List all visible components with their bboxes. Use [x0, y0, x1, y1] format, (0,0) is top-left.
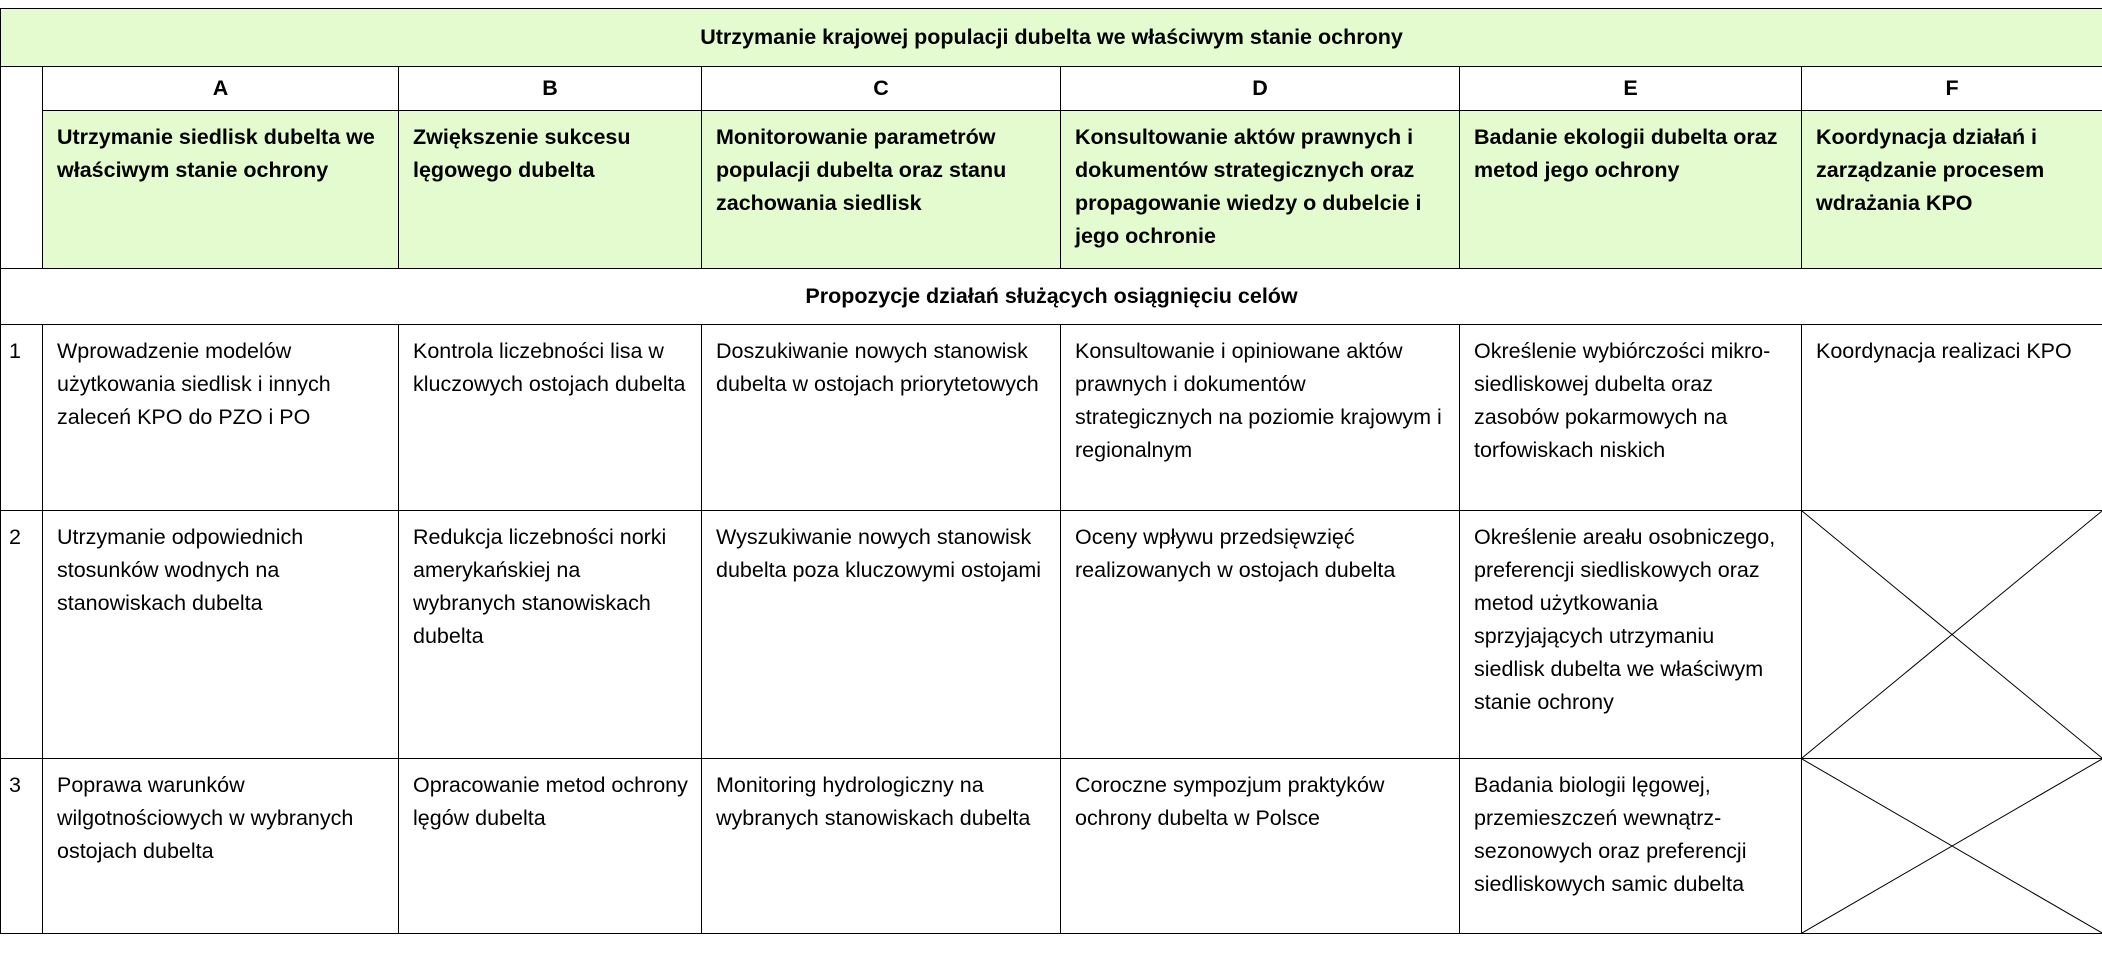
action-cell: Wprowadzenie modelów użytkowania siedlisk i innych zaleceń KPO do PZO i PO — [43, 325, 399, 511]
cross-mark — [1802, 511, 2102, 758]
goals-actions-table — [0, 8, 2102, 934]
goal-e: Badanie ekologii dubelta oraz metod jego ochrony — [1460, 111, 1802, 269]
table-title: Utrzymanie krajowej populacji dubelta we właściwym stanie ochrony — [1, 9, 2102, 67]
column-letter-e: E — [1460, 67, 1802, 111]
cross-mark — [1802, 759, 2102, 933]
row-number: 3 — [1, 759, 43, 934]
action-cell: Koordynacja realizaci KPO — [1802, 325, 2102, 511]
goal-c: Monitorowanie parametrów populacji dubelta oraz stanu zachowania siedlisk — [702, 111, 1061, 269]
column-letter-c: C — [702, 67, 1061, 111]
action-cell: Coroczne sympozjum praktyków ochrony dubelta w Polsce — [1061, 759, 1460, 934]
action-cell: Opracowanie metod ochrony lęgów dubelta — [399, 759, 702, 934]
action-cell: Konsultowanie i opiniowane aktów prawnych i dokumentów strategicznych na poziomie krajowym i regionalnym — [1061, 325, 1460, 511]
action-cell: Utrzymanie odpowiednich stosunków wodnych na stanowiskach dubelta — [43, 511, 399, 759]
action-cell: Monitoring hydrologiczny na wybranych stanowiskach dubelta — [702, 759, 1061, 934]
row-number: 1 — [1, 325, 43, 511]
table-row — [1, 325, 2102, 511]
empty-crossed-cell — [1802, 511, 2102, 759]
action-cell: Poprawa warunków wilgotnościowych w wybranych ostojach dubelta — [43, 759, 399, 934]
column-letter-d: D — [1061, 67, 1460, 111]
action-cell: Redukcja liczebności norki amerykańskiej na wybranych stanowiskach dubelta — [399, 511, 702, 759]
column-letter-a: A — [43, 67, 399, 111]
action-cell: Określenie areału osobniczego, preferencji siedliskowych oraz metod użytkowania sprzyjających utrzymaniu siedlisk dubelta we właściwym stanie ochrony — [1460, 511, 1802, 759]
table-row — [1, 759, 2102, 934]
action-cell: Określenie wybiórczości mikro-siedliskowej dubelta oraz zasobów pokarmowych na torfowiskach niskich — [1460, 325, 1802, 511]
goal-f: Koordynacja działań i zarządzanie procesem wdrażania KPO — [1802, 111, 2102, 269]
action-cell: Badania biologii lęgowej, przemieszczeń wewnątrz-sezonowych oraz preferencji siedliskowych samic dubelta — [1460, 759, 1802, 934]
empty-crossed-cell — [1802, 759, 2102, 934]
goal-b: Zwiększenie sukcesu lęgowego dubelta — [399, 111, 702, 269]
row-number: 2 — [1, 511, 43, 759]
header-number-cell — [1, 67, 43, 269]
column-letter-b: B — [399, 67, 702, 111]
column-letter-f: F — [1802, 67, 2102, 111]
table-row — [1, 511, 2102, 759]
action-cell: Oceny wpływu przedsięwzięć realizowanych w ostojach dubelta — [1061, 511, 1460, 759]
goal-a: Utrzymanie siedlisk dubelta we właściwym stanie ochrony — [43, 111, 399, 269]
action-cell: Doszukiwanie nowych stanowisk dubelta w ostojach priorytetowych — [702, 325, 1061, 511]
action-cell: Wyszukiwanie nowych stanowisk dubelta poza kluczowymi ostojami — [702, 511, 1061, 759]
goal-d: Konsultowanie aktów prawnych i dokumentów strategicznych oraz propagowanie wiedzy o dubelcie i jego ochronie — [1061, 111, 1460, 269]
section-title: Propozycje działań służących osiągnięciu celów — [1, 269, 2102, 325]
action-cell: Kontrola liczebności lisa w kluczowych ostojach dubelta — [399, 325, 702, 511]
